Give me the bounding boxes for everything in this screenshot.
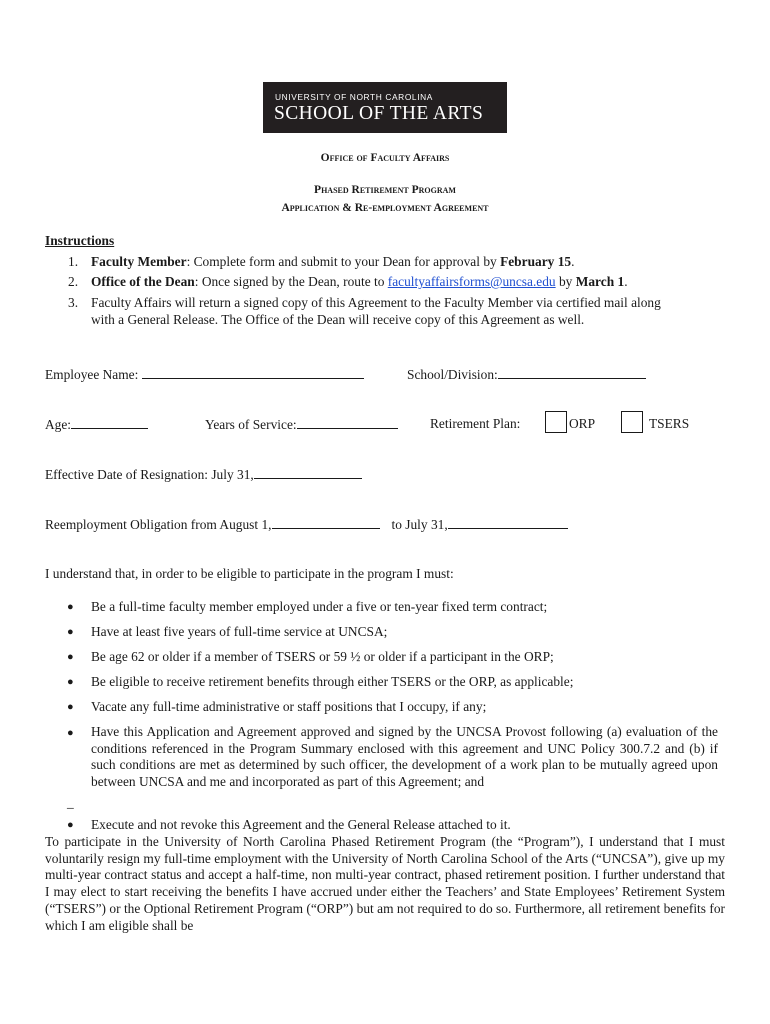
eligibility-bullet: Be eligible to receive retirement benefits through either TSERS or the ORP, as applicable;: [91, 674, 574, 689]
age-field[interactable]: [71, 416, 148, 429]
instruction-end: .: [571, 254, 575, 269]
tsers-checkbox[interactable]: [621, 411, 643, 433]
effective-date-row: [45, 466, 362, 483]
office-heading: Office of Faculty Affairs: [320, 152, 450, 164]
bullet-glyph: ●: [67, 676, 74, 688]
age-label: Age:: [45, 417, 72, 432]
instruction-number: 3.: [68, 295, 79, 310]
faculty-affairs-email-link[interactable]: facultyaffairsforms@uncsa.edu: [387, 274, 556, 289]
agreement-heading: Application & Re-employment Agreement: [281, 202, 489, 214]
instruction-deadline: February 15: [500, 254, 572, 269]
instruction-item-faculty: [91, 254, 574, 270]
eligibility-bullet-provost: Have this Application and Agreement approved and signed by the UNCSA Provost following (a) evaluation of the conditions referenced in the Program Summary enclosed with this agreement and UNC Policy 300.7.2 and (b) if such conditions are met as determined by such officer, the development of a work plan to be mutually agreed upon between UNCSA and me and incorporated as part of this Agreement; and: [91, 724, 718, 790]
logo-school-line: SCHOOL OF THE ARTS: [274, 103, 484, 124]
age-row: [45, 416, 148, 433]
years-of-service-row: [205, 416, 398, 433]
eligibility-bullet: Vacate any full-time administrative or staff positions that I occupy, if any;: [91, 699, 487, 714]
school-division-row: [407, 366, 646, 383]
instruction-deadline: March 1: [575, 274, 625, 289]
bullet-glyph: ●: [67, 601, 74, 613]
program-heading: Phased Retirement Program: [314, 184, 456, 196]
bullet-glyph: ●: [67, 651, 74, 663]
bullet-glyph: ●: [67, 727, 74, 739]
reemployment-row: [45, 516, 568, 533]
program-participation-paragraph: To participate in the University of North Carolina Phased Retirement Program (the “Program”), I understand that I must voluntarily resign my full-time employment with the University of North Carolina School of the Arts (“UNCSA”), give up my multi-year contract status and accept a half-time, non multi-year contract, phased retirement position. I further understand that I may elect to start receiving the benefits I have accrued under either the Teachers’ and State Employees’ Retirement System (“TSERS”) or the Optional Retirement Program (“ORP”) but am not required to do so. Furthermore, all retirement benefits for which I am eligible shall be: [45, 834, 725, 933]
instruction-lead: Faculty Member: [91, 254, 187, 269]
instruction-text: : Complete form and submit to your Dean for approval by: [186, 254, 501, 269]
bullet-glyph: ●: [67, 626, 74, 638]
school-division-field[interactable]: [498, 366, 646, 379]
orp-checkbox[interactable]: [545, 411, 567, 433]
eligibility-bullet: Execute and not revoke this Agreement and the General Release attached to it.: [91, 817, 511, 832]
eligibility-bullet: Have at least five years of full-time service at UNCSA;: [91, 624, 388, 639]
stray-underscore: _: [67, 795, 74, 810]
instruction-number: 2.: [68, 274, 79, 289]
instruction-text: : Once signed by the Dean, route to: [194, 274, 388, 289]
instruction-lead: Office of the Dean: [91, 274, 195, 289]
employee-name-row: [45, 366, 364, 383]
instruction-mid: by: [555, 274, 576, 289]
uncsa-logo: [263, 82, 507, 133]
instruction-end: .: [624, 274, 628, 289]
years-of-service-field[interactable]: [297, 416, 398, 429]
instruction-item-affairs-line2: with a General Release. The Office of the Dean will receive copy of this Agreement as well.: [91, 312, 585, 327]
effective-date-label: Effective Date of Resignation: July 31,: [45, 467, 254, 482]
instruction-number: 1.: [68, 254, 79, 269]
orp-option-label: ORP: [569, 416, 596, 431]
eligibility-bullet: Be age 62 or older if a member of TSERS or 59 ½ or older if a participant in the ORP;: [91, 649, 554, 664]
tsers-option-label: TSERS: [649, 416, 690, 431]
bullet-glyph: ●: [67, 819, 74, 831]
school-division-label: School/Division:: [407, 367, 498, 382]
instructions-title: Instructions: [45, 233, 115, 248]
employee-name-label: Employee Name:: [45, 367, 142, 382]
logo-university-line: UNIVERSITY OF NORTH CAROLINA: [275, 92, 433, 102]
instruction-item-dean: [91, 274, 628, 290]
eligibility-intro: I understand that, in order to be eligible to participate in the program I must:: [45, 566, 454, 581]
years-of-service-label: Years of Service:: [205, 417, 297, 432]
employee-name-field[interactable]: [142, 366, 364, 379]
retirement-plan-label: Retirement Plan:: [430, 416, 521, 431]
reemployment-end-year-field[interactable]: [448, 516, 568, 529]
eligibility-bullet: Be a full-time faculty member employed under a five or ten-year fixed term contract;: [91, 599, 548, 614]
reemployment-start-year-field[interactable]: [272, 516, 380, 529]
effective-date-year-field[interactable]: [254, 466, 362, 479]
bullet-glyph: ●: [67, 701, 74, 713]
reemployment-label: Reemployment Obligation from August 1,: [45, 517, 272, 532]
reemployment-to-label: to July 31,: [391, 517, 448, 532]
instruction-item-affairs-line1: Faculty Affairs will return a signed copy of this Agreement to the Faculty Member via certified mail along: [91, 295, 661, 310]
